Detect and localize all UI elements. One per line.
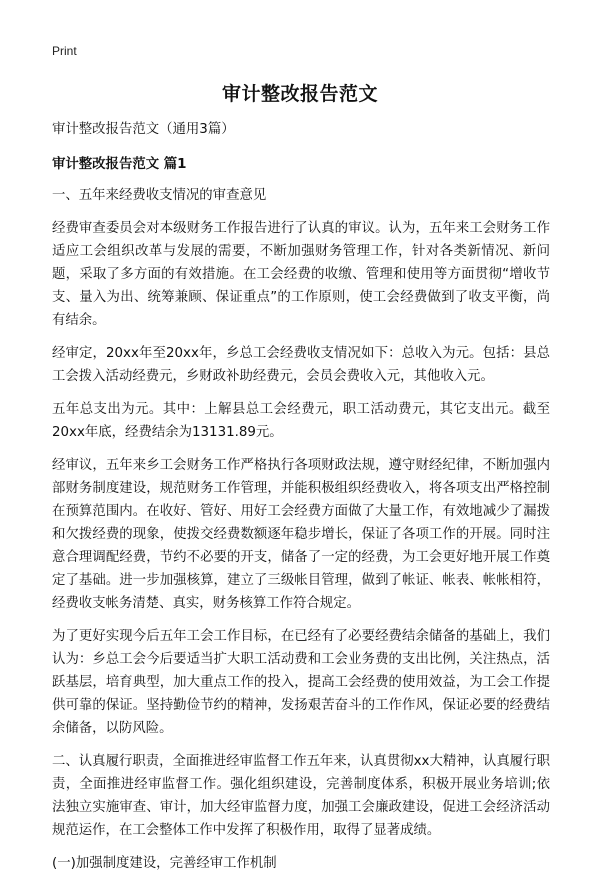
document-subtitle: 审计整改报告范文（通用3篇） bbox=[52, 122, 235, 137]
section-heading: 审计整改报告范文 篇1 bbox=[52, 157, 187, 172]
paragraph: 经费审查委员会对本级财务工作报告进行了认真的审议。认为，五年来工会财务工作适应工会组织改革与发展的需要，不断加强财务管理工作，针对各类新情况、新问题，采取了多方面的有效措施。在工会经费的收缴、管理和使用等方面贯彻“增收节支、量入为出、统筹兼顾、保证重点”的工作原则，使工会经费做到了收支平衡，尚有结余。 bbox=[52, 221, 550, 328]
paragraph: (一)加强制度建设，完善经审工作机制 bbox=[52, 856, 277, 871]
paragraph: 五年总支出为元。其中：上解县总工会经费元，职工活动费元，其它支出元。截至20xx年底，经费结余为13131.89元。 bbox=[52, 402, 550, 440]
print-label[interactable]: Print bbox=[52, 44, 77, 58]
paragraph: 经审定，20xx年至20xx年，乡总工会经费收支情况如下：总收入为元。包括：县总工会拨入活动经费元，乡财政补助经费元，会员会费收入元，其他收入元。 bbox=[52, 346, 550, 384]
paragraph: 经审议，五年来乡工会财务工作严格执行各项财政法规，遵守财经纪律，不断加强内部财务制度建设，规范财务工作管理，并能积极组织经费收入，将各项支出严格控制在预算范围内。在收好、管好、用好工会经费方面做了大量工作，有效地减少了漏拨和欠拨经费的现象，使拨交经费数额逐年稳步增长，保证了各项工作的开展。同时注意合理调配经费，节约不必要的开支，储备了一定的经费，为工会更好地开展工作奠定了基础。进一步加强核算，建立了三级帐目管理，做到了帐证、帐表、帐帐相符，经费收支帐务清楚、真实，财务核算工作符合规定。 bbox=[52, 458, 550, 611]
document-body bbox=[52, 118, 550, 885]
paragraph: 为了更好实现今后五年工会工作目标，在已经有了必要经费结余储备的基础上，我们认为：乡总工会今后要适当扩大职工活动费和工会业务费的支出比例，关注热点，活跃基层，培育典型，加大重点工作的投入，提高工会经费的使用效益，为工会工作提供可靠的保证。坚持勤俭节约的精神，发扬艰苦奋斗的工作作风，保证必要的经费结余储备，以防风险。 bbox=[52, 629, 550, 736]
paragraph: 一、五年来经费收支情况的审查意见 bbox=[52, 188, 267, 203]
document-title: 审计整改报告范文 bbox=[221, 83, 378, 105]
paragraph: 二、认真履行职责，全面推进经审监督工作五年来，认真贯彻xx大精神，认真履行职责，全面推进经审监督工作。强化组织建设，完善制度体系，积极开展业务培训;依法独立实施审查、审计，加大经审监督力度，加强工会廉政建设，促进工会经济活动规范运作，在工会整体工作中发挥了积极作用，取得了显著成绩。 bbox=[52, 754, 550, 838]
